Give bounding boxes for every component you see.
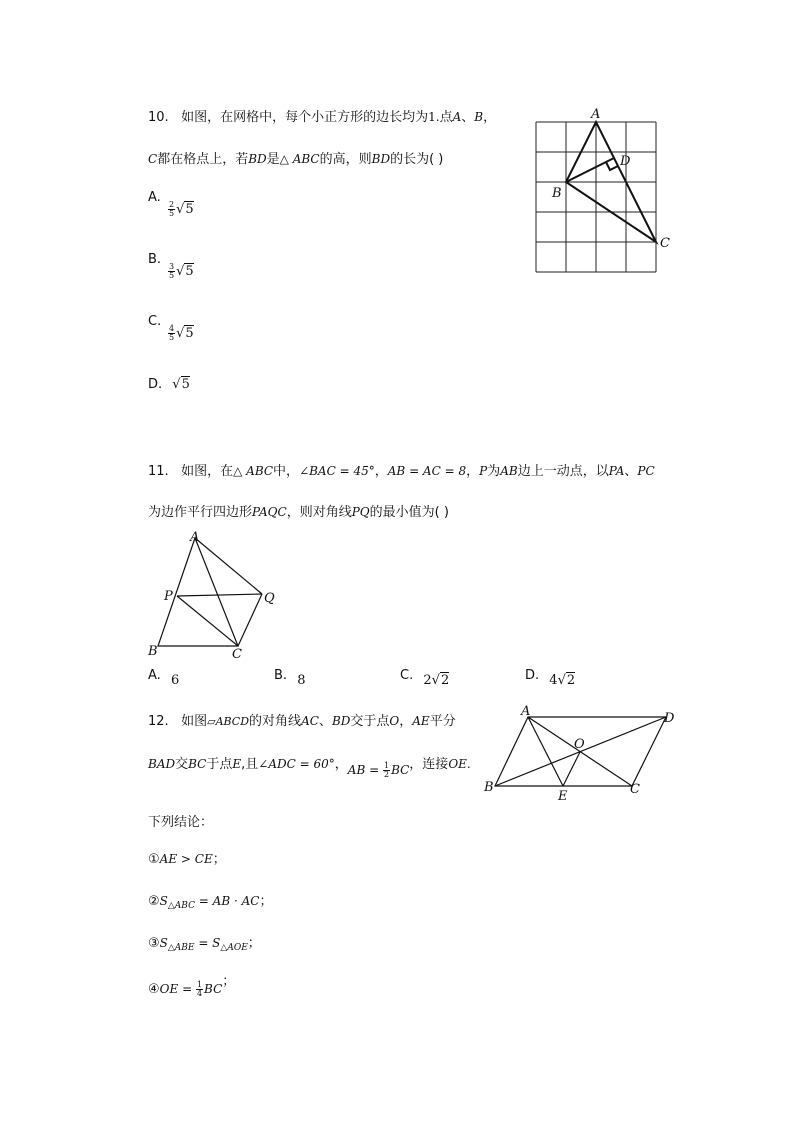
q12-text: 交于点	[350, 714, 390, 729]
option-label: C.	[400, 668, 414, 683]
option-value: 8	[297, 673, 306, 688]
q10-grid-figure	[528, 104, 678, 279]
q11-option-c[interactable]	[400, 668, 450, 688]
q10-text: 点	[439, 110, 453, 125]
q10-number: 10.	[148, 110, 169, 125]
q12-number: 12.	[148, 714, 169, 729]
option-value: $\frac{2}{5}$ √5	[169, 200, 194, 218]
q10-text: 、	[461, 110, 475, 125]
q12-conclusion-2: $②S_{\triangle ABC}$ = AB · AC；	[148, 894, 273, 911]
q12-text: ，	[399, 714, 413, 729]
parallelogram-figure	[158, 538, 262, 646]
label-E: E	[558, 789, 568, 802]
q10-var: BD	[371, 152, 391, 166]
q11-text: 如图，在	[181, 464, 234, 479]
q12-var: ▱ABCD	[207, 715, 250, 728]
q11-line-2	[148, 501, 449, 520]
q10-text: 的高，则	[319, 152, 372, 167]
label-A: A	[190, 530, 200, 545]
q10-text: 如图，在网格中，每个小正方形的边长均为	[181, 110, 429, 125]
q10-var: B	[474, 110, 484, 124]
option-value: 6	[170, 673, 180, 688]
q10-line-1	[148, 106, 496, 125]
q10-var: A	[452, 110, 462, 124]
q11-option-b[interactable]	[274, 668, 306, 688]
label-P: P	[164, 589, 173, 604]
label-B: B	[148, 644, 158, 659]
q12-text: 交	[175, 757, 189, 772]
label-B: B	[552, 186, 562, 201]
label-Q: Q	[264, 591, 275, 606]
option-value: $\frac{3}{5}$ √5	[169, 262, 194, 280]
label-C: C	[660, 236, 670, 251]
q11-var: AB = AC = 8	[387, 464, 467, 478]
q11-var: PAQC	[252, 505, 287, 519]
q11-text: ，	[374, 464, 388, 479]
q11-var: PC	[637, 464, 655, 478]
q11-var: P	[479, 464, 488, 478]
option-label: B.	[148, 252, 162, 267]
q10-option-a[interactable]	[148, 190, 194, 218]
option-label: D.	[148, 377, 163, 392]
q12-text: 于点	[206, 757, 233, 772]
q12-var: BAD	[148, 757, 176, 771]
q10-option-c[interactable]	[148, 314, 194, 342]
q12-var: E	[232, 757, 242, 771]
q10-option-d[interactable]	[148, 377, 190, 392]
q11-text: ，	[466, 464, 480, 479]
option-value: 2√2	[423, 673, 450, 688]
label-C: C	[232, 647, 242, 662]
q11-var: ∠BAC = 45°	[299, 464, 375, 478]
option-label: C.	[148, 314, 162, 329]
q12-conclusion-1: ①AE > CE；	[148, 852, 226, 867]
q12-intro: 下列结论：	[148, 815, 214, 830]
q12-var: ∠ADC = 60°	[258, 757, 335, 771]
q12-var: OE.	[448, 757, 471, 771]
q10-text: 是	[266, 152, 280, 167]
q10-text: 的长为( )	[390, 152, 444, 167]
label-A: A	[591, 107, 601, 122]
q12-text: 平分	[429, 714, 456, 729]
q12-line-1	[148, 710, 456, 729]
option-value: √5	[172, 377, 190, 392]
label-C: C	[630, 782, 640, 797]
q10-line-2	[148, 148, 443, 167]
label-D: D	[620, 154, 631, 169]
q11-text: 、	[624, 464, 638, 479]
q12-figure	[480, 702, 680, 802]
q10-var: C	[148, 152, 158, 166]
q10-text: ，	[483, 110, 497, 125]
q12-conclusion-4: ④OE = $\frac{1}{4}$ BC；	[148, 974, 236, 998]
label-O: O	[574, 737, 585, 752]
q11-var: AB	[500, 464, 518, 478]
option-label: A.	[148, 190, 161, 205]
q11-text: 的最小值为( )	[369, 505, 449, 520]
q12-text: 的对角线	[249, 714, 302, 729]
q11-text: 边上一动点，以	[517, 464, 609, 479]
q10-var: BD	[248, 152, 267, 166]
label-B: B	[484, 780, 494, 795]
q10-text: 都在格点上，若	[157, 152, 249, 167]
q12-var: BC	[188, 757, 207, 771]
option-value: $\frac{4}{5}$ √5	[169, 324, 194, 342]
q12-text: ，	[334, 757, 348, 772]
q12-var: BD	[331, 714, 351, 728]
q11-number: 11.	[148, 464, 169, 479]
option-value: 4√2	[549, 673, 576, 688]
q11-figure	[140, 528, 290, 663]
q11-text: ，则对角线	[286, 505, 352, 520]
q12-ratio: AB = $\frac{1}{2}$ BC	[347, 761, 410, 779]
q11-text: 为边作平行四边形	[148, 505, 253, 520]
label-D: D	[664, 711, 675, 726]
q12-text: ，连接	[409, 757, 449, 772]
q12-line-2	[148, 753, 471, 779]
q11-option-a[interactable]	[148, 668, 180, 688]
label-A: A	[521, 704, 531, 719]
q10-option-b[interactable]	[148, 252, 194, 280]
q11-option-d[interactable]	[525, 668, 576, 688]
option-label: A.	[148, 668, 161, 683]
q12-var: AC	[301, 714, 319, 728]
option-label: B.	[274, 668, 288, 683]
q12-text: 、	[318, 714, 332, 729]
q11-var: PQ	[351, 505, 370, 519]
q11-line-1	[148, 460, 655, 479]
q12-var: AE	[412, 714, 430, 728]
q11-var: △ ABC	[233, 464, 274, 478]
q11-var: PA	[608, 464, 625, 478]
q12-var: O	[389, 714, 400, 728]
q10-var: △ ABC	[279, 152, 320, 166]
q11-text: 为	[487, 464, 501, 479]
q12-conclusion-3: $③S_{\triangle ABE} = S_{\triangle AOE}$；	[148, 936, 261, 953]
q12-text: 如图	[181, 714, 208, 729]
q12-text: ,且	[241, 757, 259, 772]
q11-text: 中，	[273, 464, 300, 479]
q10-text: 1.	[428, 110, 440, 124]
option-label: D.	[525, 668, 540, 683]
